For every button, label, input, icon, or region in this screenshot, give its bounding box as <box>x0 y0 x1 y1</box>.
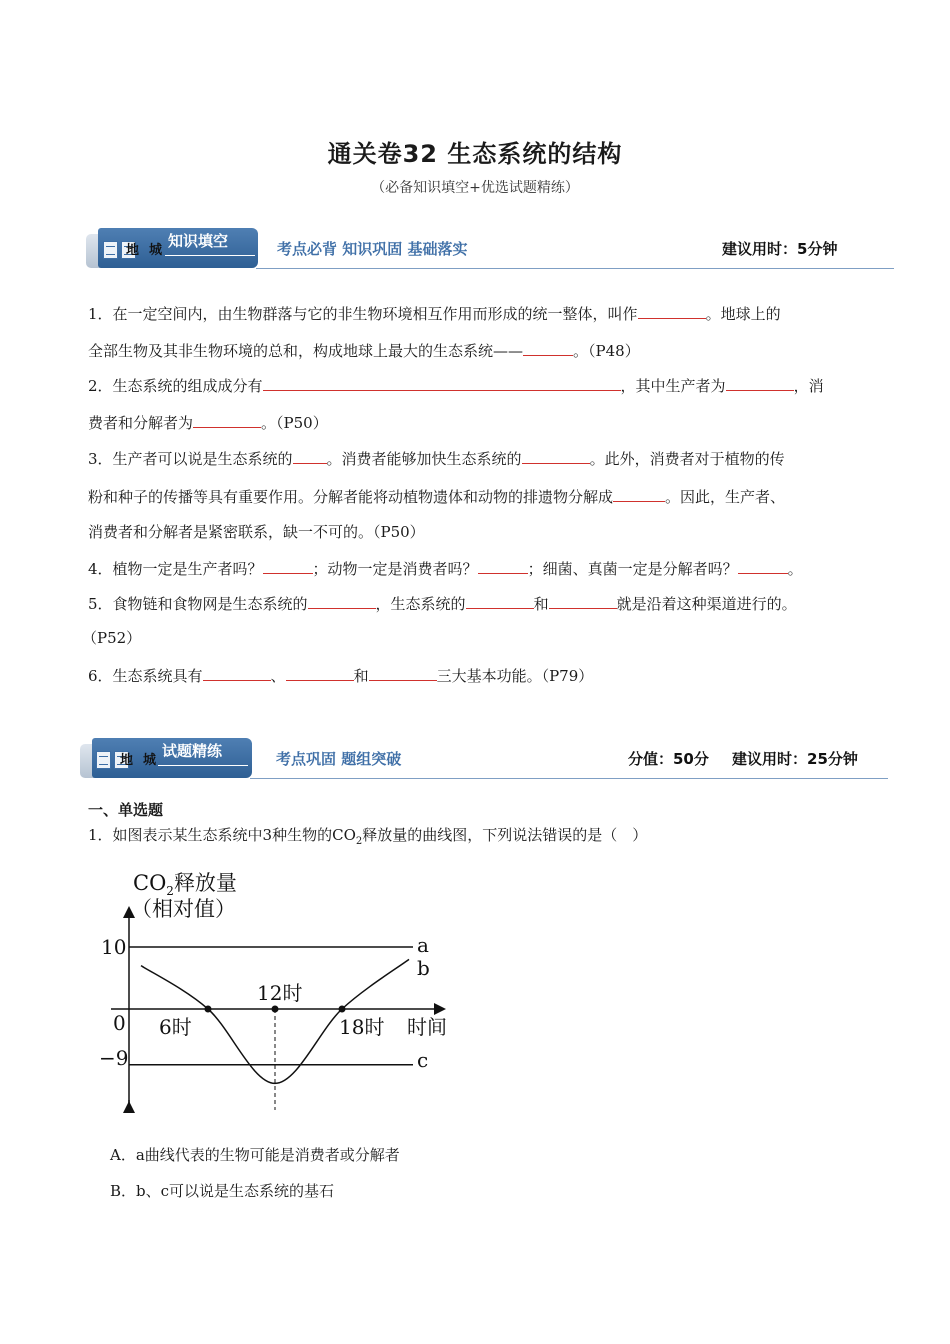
answer-blank[interactable] <box>523 339 573 356</box>
answer-blank[interactable] <box>726 374 794 391</box>
section-banner-knowledge <box>0 228 950 274</box>
question-2-line-1: 2．生态系统的组成成分有 ，其中生产者为 ，消 <box>88 374 824 396</box>
brand-logo-text: 地城 <box>126 243 173 258</box>
section-heading: 一、单选题 <box>88 801 164 819</box>
x-marker-6h: 6时 <box>159 1015 192 1039</box>
answer-blank[interactable] <box>738 557 788 574</box>
answer-blank[interactable] <box>638 302 706 319</box>
answer-blank[interactable] <box>613 485 665 502</box>
banner-tab-underline <box>158 765 248 766</box>
banner-tab-label: 试题精练 <box>162 742 223 760</box>
page-title: 通关卷32 生态系统的结构 <box>327 140 623 168</box>
banner-slogan: 考点必背 知识巩固 基础落实 <box>277 240 468 258</box>
document-icon <box>103 241 118 259</box>
banner-rule <box>250 778 888 779</box>
y-axis-label-line-2: （相对值） <box>131 897 236 921</box>
answer-blank[interactable] <box>369 664 437 681</box>
y-tick-label: −9 <box>99 1046 129 1070</box>
x-axis-label: 时间 <box>407 1015 447 1039</box>
brand-logo-text: 地城 <box>120 753 167 768</box>
question-3-line-2: 粉和种子的传播等具有重要作用。分解者能将动植物遗体和动物的排遗物分解成 。因此，生产者、 <box>88 485 785 507</box>
x-marker-12h: 12时 <box>257 981 303 1005</box>
intersection-point-18h <box>339 1006 346 1013</box>
question-2-line-2: 费者和分解者为 。（P50） <box>88 411 328 433</box>
answer-blank[interactable] <box>193 411 261 428</box>
x-marker-18h: 18时 <box>339 1015 385 1039</box>
y-tick-label: 10 <box>101 935 127 959</box>
question-1-line-1: 1．在一定空间内，由生物群落与它的非生物环境相互作用而形成的统一整体，叫作 。地球上的 <box>88 302 781 324</box>
answer-blank[interactable] <box>293 447 327 464</box>
document-icon <box>96 751 111 769</box>
series-a-label: a <box>417 933 429 957</box>
section-banner-practice <box>0 738 950 784</box>
banner-rule <box>256 268 894 269</box>
suggested-time: 建议用时：5分钟 <box>722 240 838 258</box>
y-axis-label: $CO_2$释放量 <box>133 871 237 898</box>
answer-blank[interactable] <box>286 664 354 681</box>
question-5-line-2: （P52） <box>82 629 142 647</box>
series-b-label: b <box>417 956 430 980</box>
question-1-line-2: 全部生物及其非生物环境的总和，构成地球上最大的生态系统—— 。（P48） <box>88 339 640 361</box>
question-3-line-1: 3．生产者可以说是生态系统的 。消费者能够加快生态系统的 。此外，消费者对于植物的传 <box>88 447 785 469</box>
answer-blank[interactable] <box>549 592 617 609</box>
question-3-line-3: 消费者和分解者是紧密联系，缺一不可的。（P50） <box>88 523 425 541</box>
option-a[interactable]: A．a曲线代表的生物可能是消费者或分解者 <box>110 1146 400 1164</box>
score-info: 分值：50分 <box>628 750 709 768</box>
answer-blank[interactable] <box>263 374 621 391</box>
question-5-line-1: 5．食物链和食物网是生态系统的 ，生态系统的 和 就是沿着这种渠道进行的。 <box>88 592 797 614</box>
banner-tab-label: 知识填空 <box>168 232 229 250</box>
banner-tab-underline <box>165 255 255 256</box>
question-6-line-1: 6．生态系统具有 、 和 三大基本功能。（P79） <box>88 664 593 686</box>
answer-blank[interactable] <box>478 557 528 574</box>
answer-blank[interactable] <box>263 557 313 574</box>
suggested-time: 建议用时：25分钟 <box>732 750 858 768</box>
question-stem: 1．如图表示某生态系统中3种生物的$CO_2$释放量的曲线图，下列说法错误的是（ ） <box>88 826 648 847</box>
intersection-point-6h <box>205 1006 212 1013</box>
series-c-label: c <box>417 1048 429 1072</box>
y-tick-label: 0 <box>113 1011 126 1035</box>
answer-blank[interactable] <box>522 447 590 464</box>
banner-slogan: 考点巩固 题组突破 <box>276 750 402 768</box>
option-b[interactable]: B．b、c可以说是生态系统的基石 <box>110 1182 335 1200</box>
question-4-line-1: 4．植物一定是生产者吗？ ；动物一定是消费者吗？ ；细菌、真菌一定是分解者吗？ 。 <box>88 557 803 579</box>
answer-blank[interactable] <box>203 664 271 681</box>
answer-blank[interactable] <box>308 592 376 609</box>
co2-release-chart <box>95 860 465 1120</box>
answer-blank[interactable] <box>466 592 534 609</box>
page-subtitle: （必备知识填空+优选试题精练） <box>371 180 579 196</box>
